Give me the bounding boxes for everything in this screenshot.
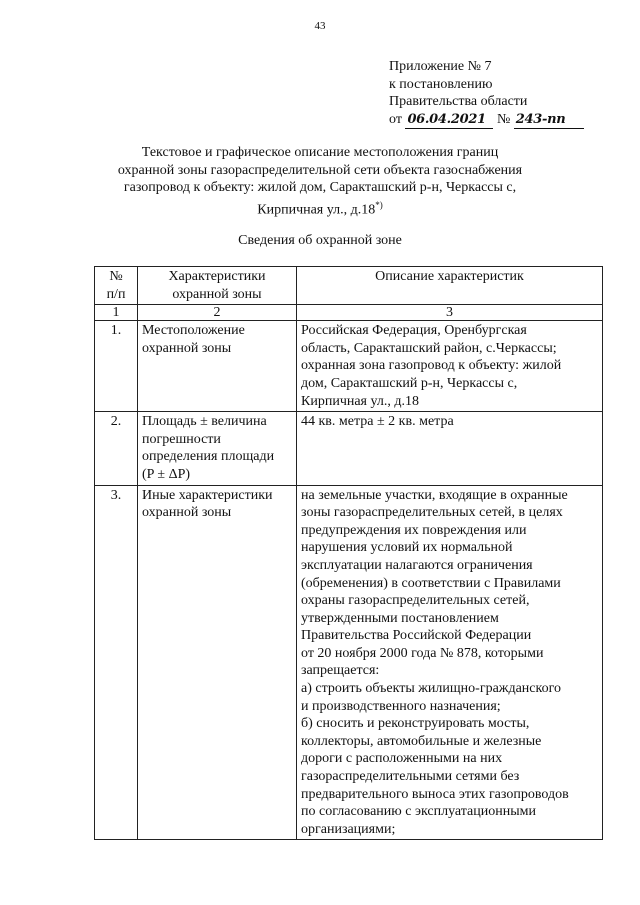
description-line: утвержденными постановлением [301,610,499,626]
from-label: от [389,111,402,127]
column-number-row [95,305,603,321]
characteristic-line: определения площади [142,449,275,465]
table-header-row [95,267,603,305]
row-characteristic [138,485,297,840]
title-line-4-text: Кирпичная ул., д.18 [257,202,376,218]
number-label: № [496,111,511,127]
description-line: область, Саракташский район, с.Черкассы; [301,340,557,356]
description-line: Российская Федерация, Оренбургская [301,323,527,339]
description-line: Правительства Российской Федерации [301,628,532,644]
header-description: Описание характеристик [297,267,603,305]
description-line: дороги с расположенными на них [301,751,503,767]
description-line: на земельные участки, входящие в охранные [301,487,568,503]
title-line-2: охранной зоны газораспределительной сети объекта газоснабжения [117,162,523,178]
description-line: 44 кв. метра ± 2 кв. метра [301,414,454,430]
characteristic-line: Местоположение [142,323,245,339]
page-number: 43 [314,20,326,32]
description-line: предварительного выноса этих газопроводов [301,786,569,802]
table-row [95,485,603,840]
description-line: коллекторы, автомобильные и железные [301,733,542,749]
characteristic-line: погрешности [142,431,221,447]
document-title [60,144,580,219]
handwritten-number: 243-пп [514,111,584,130]
description-line: охраны газораспределительных сетей, [301,593,530,609]
title-line-3: газопровод к объекту: жилой дом, Саракташский р-н, Черкассы с, [123,180,517,195]
characteristic-line: (P ± ΔP) [142,466,191,482]
description-line: от 20 ноября 2000 года № 878, которыми [301,645,544,661]
characteristic-line: охранной зоны [142,340,232,356]
description-line: организациями; [301,821,396,837]
appendix-line-3: Правительства области [389,94,528,109]
description-line: дом, Саракташский р-н, Черкассы с, [301,375,518,391]
handwritten-date: 06.04.2021 [405,111,493,130]
title-line-4 [60,197,580,219]
description-line: б) сносить и реконструировать мосты, [301,716,530,732]
header-number-line-2: п/п [106,286,126,302]
appendix-line-2: к постановлению [389,76,493,92]
header-number [95,267,138,305]
description-line: по согласованию с эксплуатационными [301,804,536,820]
row-description [297,485,603,840]
row-description [297,321,603,412]
description-line: Кирпичная ул., д.18 [301,393,419,409]
description-line: зоны газораспределительных сетей, в целях [301,505,563,521]
title-line-1: Текстовое и графическое описание местоположения границ [141,145,499,160]
column-number-1: 1 [95,305,138,321]
header-characteristics [138,267,297,305]
footnote-mark: *) [375,199,383,210]
description-line: предупреждения их повреждения или [301,522,527,538]
description-line: газораспределительными сетями без [301,769,520,785]
appendix-line-1: Приложение № 7 [389,59,492,74]
header-number-line-1: № [109,269,123,284]
appendix-header [389,58,584,129]
zone-table [94,266,603,840]
row-number: 1. [95,321,138,412]
header-characteristics-line-2: охранной зоны [172,286,262,302]
description-line: эксплуатации налагаются ограничения [301,557,533,573]
table-row [95,321,603,412]
section-subtitle: Сведения об охранной зоне [238,233,402,248]
header-characteristics-line-1: Характеристики [168,269,266,284]
appendix-line-4 [389,111,584,130]
table-row [95,412,603,485]
row-characteristic [138,412,297,485]
description-line: а) строить объекты жилищно-гражданского [301,681,561,697]
description-line: и производственного назначения; [301,698,501,714]
description-line: (обременения) в соответствии с Правилами [301,575,561,591]
column-number-2: 2 [138,305,297,321]
column-number-3: 3 [297,305,603,321]
row-number: 2. [95,412,138,485]
row-number: 3. [95,485,138,840]
description-line: запрещается: [301,663,380,679]
characteristic-line: охранной зоны [142,505,232,521]
zone-table-body [95,321,603,840]
characteristic-line: Площадь ± величина [142,414,267,430]
row-characteristic [138,321,297,412]
description-line: нарушения условий их нормальной [301,540,513,556]
row-description [297,412,603,485]
description-line: охранная зона газопровод к объекту: жилой [301,358,562,374]
characteristic-line: Иные характеристики [142,487,273,503]
